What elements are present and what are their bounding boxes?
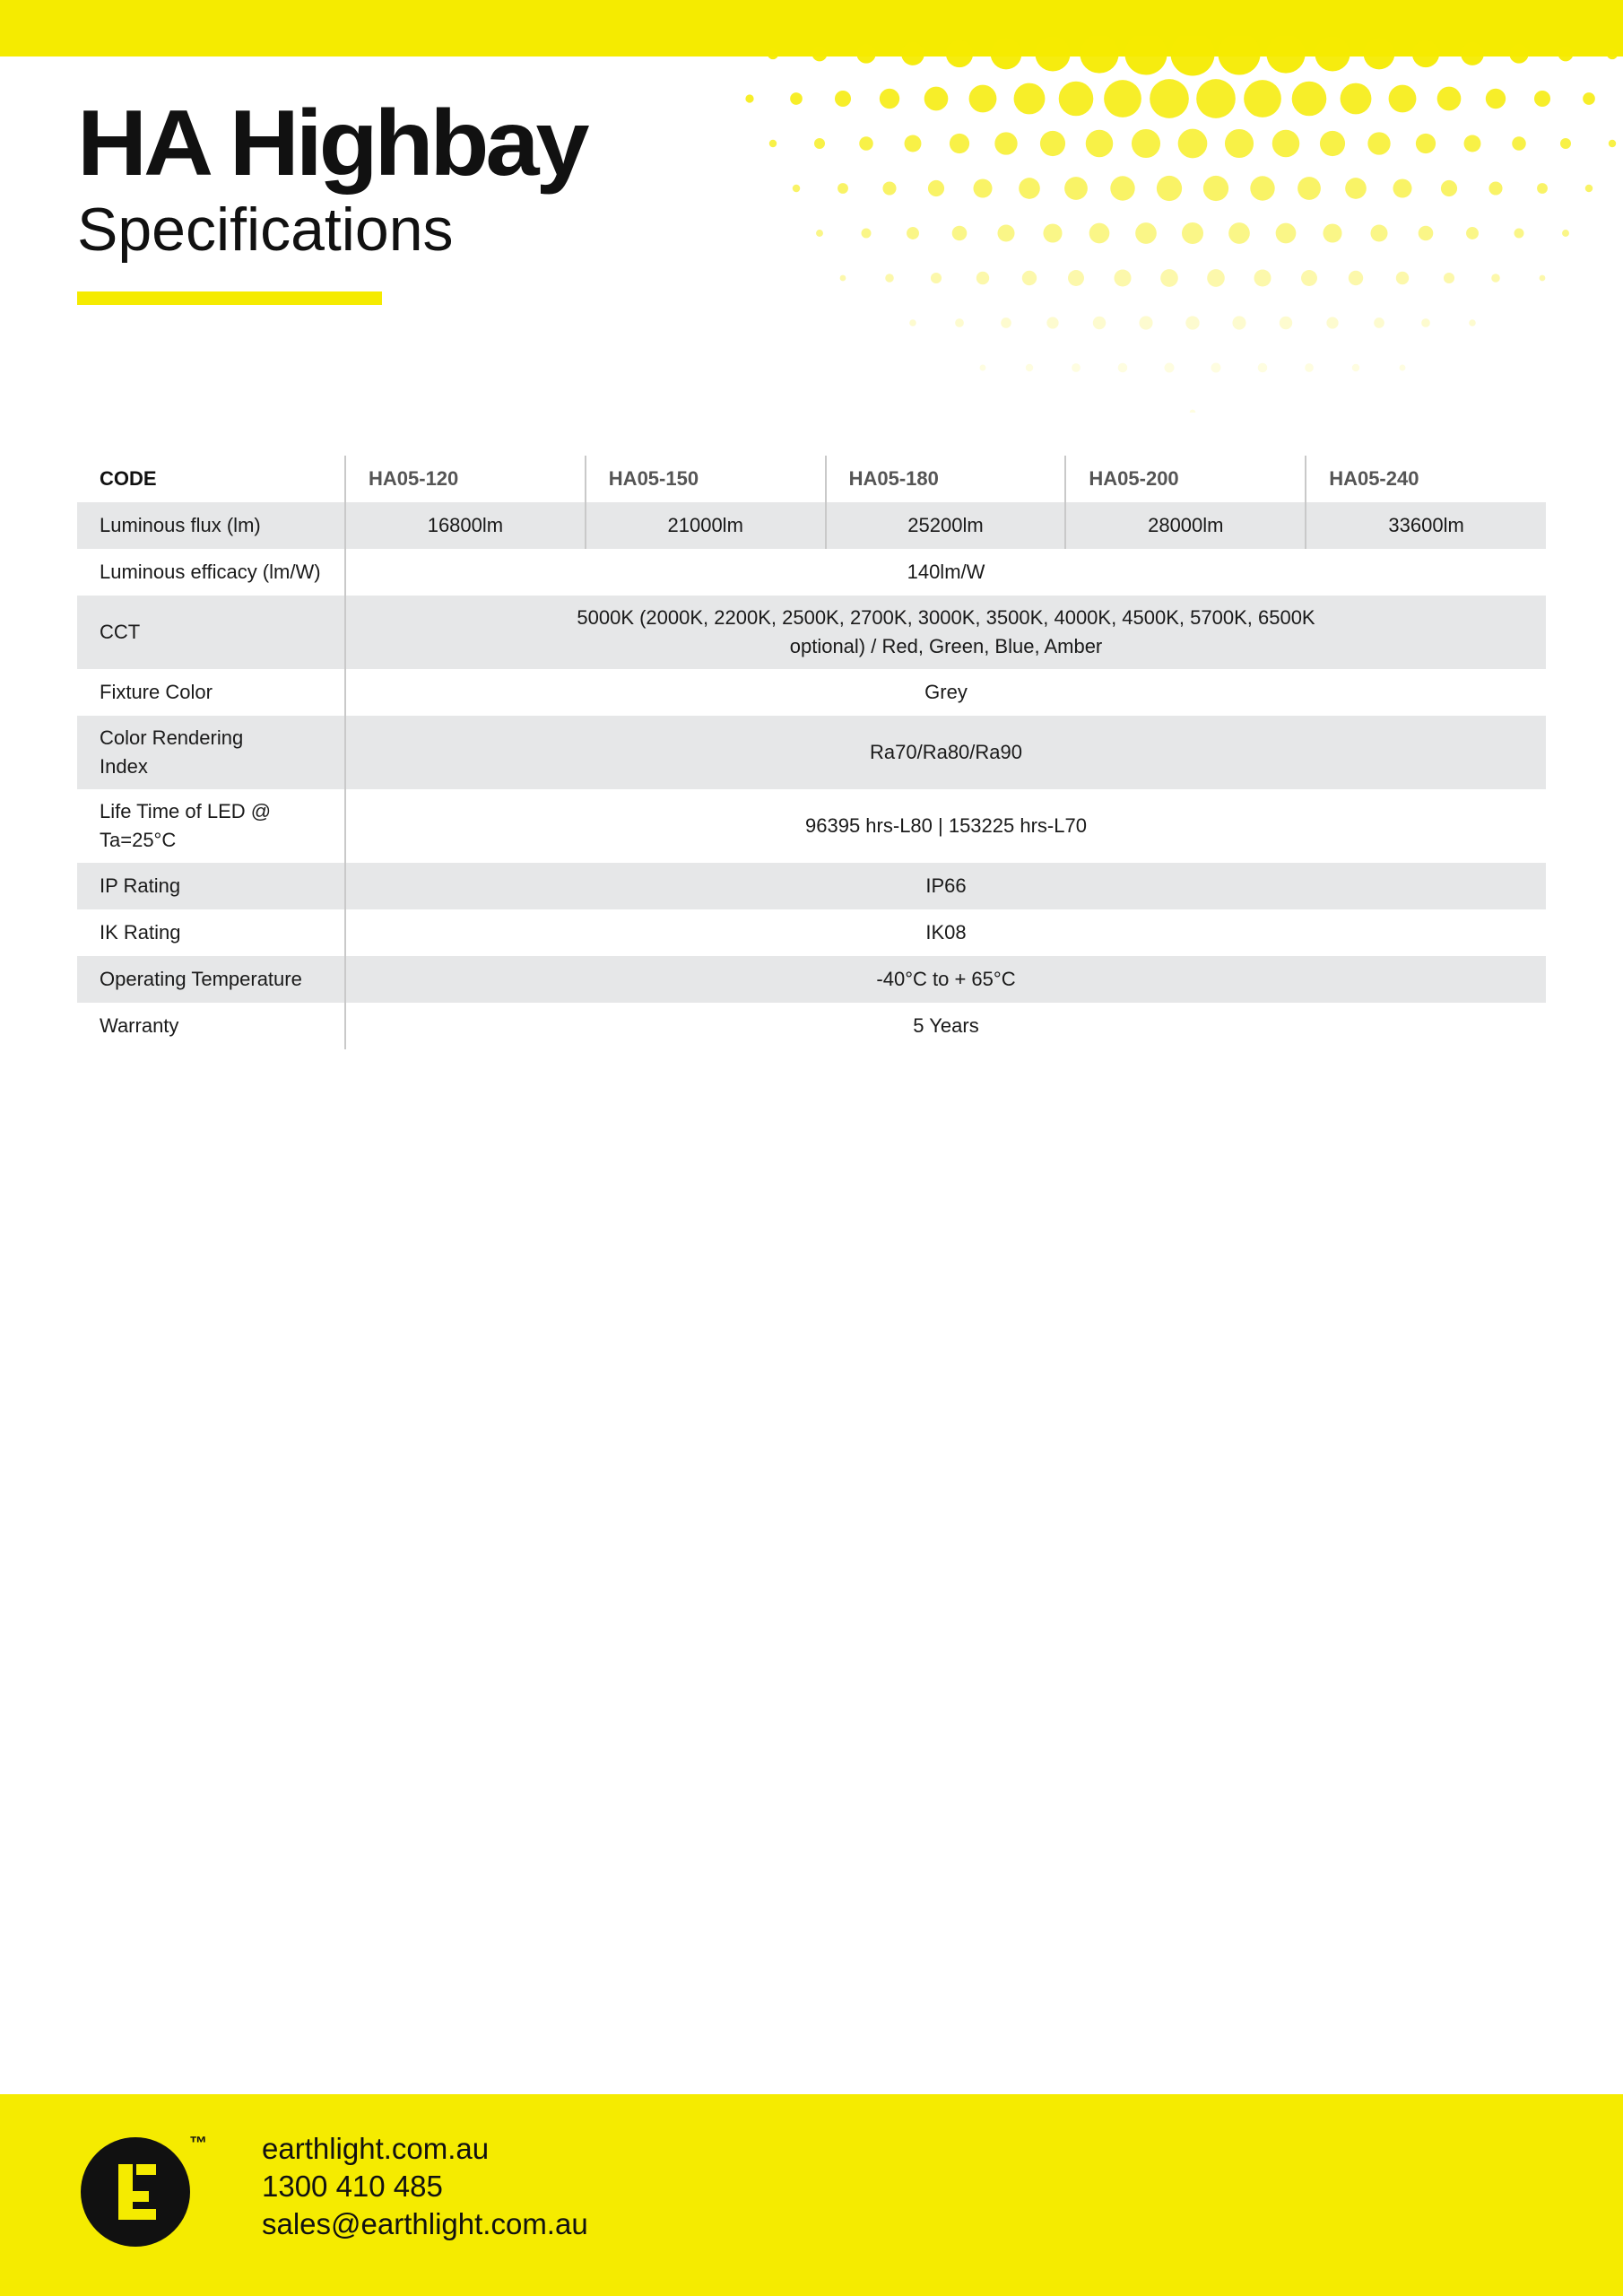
decorative-dot xyxy=(1104,80,1141,117)
decorative-dot xyxy=(976,272,989,284)
decorative-dot xyxy=(1416,134,1436,153)
decorative-dot xyxy=(861,228,871,238)
row-value: IP66 xyxy=(345,863,1546,909)
contact-details xyxy=(262,2130,588,2243)
decorative-dot xyxy=(1250,176,1274,200)
decorative-dot xyxy=(1609,140,1616,147)
row-label: Warranty xyxy=(77,1003,345,1049)
row-color-rendering-index xyxy=(77,716,1546,789)
row-label: Fixture Color xyxy=(77,669,345,716)
decorative-dot xyxy=(882,181,896,195)
decorative-dot xyxy=(924,87,949,111)
decorative-dot xyxy=(980,365,986,371)
flux-value-ha05-120: 16800lm xyxy=(345,502,586,549)
decorative-dot xyxy=(1441,180,1457,196)
decorative-dot xyxy=(1026,364,1034,372)
row-operating-temperature xyxy=(77,956,1546,1003)
decorative-dot xyxy=(1196,79,1236,118)
decorative-dot xyxy=(1509,44,1528,63)
decorative-dot xyxy=(1089,223,1110,244)
decorative-dot xyxy=(1315,36,1350,71)
row-label: Luminous efficacy (lm/W) xyxy=(77,549,345,596)
decorative-dot xyxy=(1512,136,1526,151)
decorative-dot xyxy=(1203,176,1228,201)
specifications-table xyxy=(77,456,1546,1049)
decorative-dot xyxy=(885,274,894,283)
decorative-dot xyxy=(1345,178,1367,199)
decorative-dot xyxy=(1190,410,1196,413)
decorative-dot xyxy=(745,94,753,102)
header-code: CODE xyxy=(77,456,345,502)
decorative-dot xyxy=(1124,36,1167,75)
decorative-dot xyxy=(1059,82,1094,117)
decorative-dot xyxy=(907,227,919,239)
decorative-dot xyxy=(1583,92,1595,105)
row-value: -40°C to + 65°C xyxy=(345,956,1546,1003)
decorative-dot xyxy=(928,180,944,196)
decorative-dot xyxy=(1165,363,1175,373)
decorative-dot xyxy=(1040,131,1065,156)
row-luminous-flux xyxy=(77,502,1546,549)
decorative-dot-pattern xyxy=(690,36,1623,413)
decorative-dot xyxy=(814,138,825,149)
decorative-dot xyxy=(1114,269,1131,286)
decorative-dot xyxy=(1486,89,1506,109)
decorative-dot xyxy=(790,92,803,105)
decorative-dot xyxy=(1389,85,1417,113)
row-value: 140lm/W xyxy=(907,561,985,583)
decorative-dot xyxy=(1258,363,1268,373)
flux-value-ha05-240: 33600lm xyxy=(1306,502,1546,549)
decorative-dot xyxy=(1367,132,1390,154)
decorative-dot xyxy=(840,275,846,282)
decorative-dot xyxy=(1080,36,1118,74)
decorative-dot xyxy=(1132,129,1160,158)
decorative-dot xyxy=(946,40,973,67)
decorative-dot xyxy=(1292,82,1327,117)
header-ha05-180: HA05-180 xyxy=(826,456,1066,502)
decorative-dot xyxy=(1022,271,1037,285)
decorative-dot xyxy=(969,85,997,113)
decorative-dot xyxy=(1135,222,1157,244)
row-ip-rating xyxy=(77,863,1546,909)
decorative-dot xyxy=(955,318,964,327)
decorative-dot xyxy=(1461,42,1484,65)
decorative-dot xyxy=(1514,228,1523,238)
decorative-dot xyxy=(905,135,922,152)
decorative-dot xyxy=(1276,223,1297,244)
decorative-dot xyxy=(1305,363,1314,372)
page-title: HA Highbay xyxy=(77,91,586,196)
decorative-dot xyxy=(1396,272,1409,284)
decorative-dot xyxy=(1464,135,1481,152)
row-fixture-color xyxy=(77,669,1546,716)
decorative-dot xyxy=(1110,176,1134,200)
decorative-dot xyxy=(1537,183,1548,194)
decorative-dot xyxy=(1419,226,1434,241)
decorative-dot xyxy=(859,136,873,151)
decorative-dot xyxy=(1170,36,1214,76)
decorative-dot xyxy=(909,319,916,326)
row-label: CCT xyxy=(77,596,345,669)
decorative-dot xyxy=(1225,129,1254,158)
decorative-dot xyxy=(1157,176,1182,201)
decorative-dot xyxy=(1035,36,1070,71)
decorative-dot xyxy=(880,89,899,109)
email-link[interactable]: sales@earthlight.com.au xyxy=(262,2207,588,2240)
row-value: 5 Years xyxy=(913,1014,979,1037)
decorative-dot xyxy=(1301,270,1317,286)
decorative-dot xyxy=(1349,271,1363,285)
decorative-dot xyxy=(1488,181,1502,195)
decorative-dot xyxy=(768,48,778,59)
decorative-dot xyxy=(1001,317,1011,328)
decorative-dot xyxy=(973,178,992,197)
decorative-dot xyxy=(1072,363,1081,372)
header-ha05-150: HA05-150 xyxy=(586,456,826,502)
title-underline xyxy=(77,291,382,305)
decorative-dot xyxy=(1064,177,1088,200)
decorative-dot xyxy=(856,44,875,63)
decorative-dot xyxy=(1352,364,1360,372)
decorative-dot xyxy=(812,47,828,62)
decorative-dot xyxy=(1185,316,1199,329)
decorative-dot xyxy=(1118,363,1128,373)
row-value: 5000K (2000K, 2200K, 2500K, 2700K, 3000K, 3500K, 4000K, 4500K, 5700K, 6500K optional) / Red, Green, Blue, Amber xyxy=(345,596,1546,669)
decorative-dot xyxy=(1093,317,1106,329)
row-label: Operating Temperature xyxy=(77,956,345,1003)
decorative-dot xyxy=(1211,363,1221,373)
decorative-dot xyxy=(816,230,823,237)
decorative-dot xyxy=(769,140,777,147)
flux-value-ha05-180: 25200lm xyxy=(826,502,1066,549)
title-block xyxy=(77,91,586,265)
row-luminous-efficacy xyxy=(77,549,1546,596)
flux-value-ha05-150: 21000lm xyxy=(586,502,826,549)
decorative-dot xyxy=(835,91,851,107)
decorative-dot xyxy=(1139,316,1152,329)
decorative-dot xyxy=(1046,317,1058,328)
decorative-dot xyxy=(1437,87,1462,111)
decorative-dot xyxy=(1266,36,1305,74)
decorative-dot xyxy=(1182,222,1203,244)
decorative-dot xyxy=(1469,319,1476,326)
decorative-dot xyxy=(1228,222,1250,244)
decorative-dot xyxy=(1150,79,1189,118)
decorative-dot xyxy=(1393,178,1411,197)
website-link[interactable]: earthlight.com.au xyxy=(262,2132,490,2165)
decorative-dot xyxy=(1412,40,1439,67)
decorative-dot xyxy=(1068,270,1084,286)
decorative-dot xyxy=(952,226,968,241)
decorative-dot xyxy=(1560,138,1571,149)
decorative-dot xyxy=(1218,36,1260,75)
earthlight-logo-icon xyxy=(81,2137,190,2247)
decorative-dot xyxy=(1341,83,1372,115)
decorative-dot xyxy=(793,185,800,192)
row-value: Grey xyxy=(924,681,968,703)
row-value: Ra70/Ra80/Ra90 xyxy=(345,716,1546,789)
row-label: Life Time of LED @ Ta=25°C xyxy=(77,789,345,863)
header-ha05-200: HA05-200 xyxy=(1065,456,1306,502)
decorative-dot xyxy=(1019,178,1040,199)
decorative-dot xyxy=(997,224,1014,241)
decorative-dot xyxy=(1364,39,1395,70)
decorative-dot xyxy=(1320,131,1345,156)
decorative-dot xyxy=(1562,230,1569,237)
page-subtitle: Specifications xyxy=(77,196,454,264)
decorative-dot xyxy=(994,132,1017,154)
decorative-dot xyxy=(1232,316,1245,329)
decorative-dot xyxy=(1540,275,1546,282)
decorative-dot xyxy=(1374,317,1384,328)
row-label: IP Rating xyxy=(77,863,345,909)
decorative-dot xyxy=(1466,227,1479,239)
header-ha05-240: HA05-240 xyxy=(1306,456,1546,502)
row-value: 96395 hrs-L80 | 153225 hrs-L70 xyxy=(805,814,1087,837)
decorative-dot xyxy=(991,39,1022,70)
decorative-dot xyxy=(838,183,848,194)
row-label: Color Rendering Index xyxy=(77,716,345,789)
table-header-row xyxy=(77,456,1546,502)
row-cct xyxy=(77,596,1546,669)
row-label: Luminous flux (lm) xyxy=(77,502,345,549)
phone-number[interactable]: 1300 410 485 xyxy=(262,2170,443,2203)
dot-pattern-graphic xyxy=(690,36,1623,413)
row-value: IK08 xyxy=(925,921,967,944)
decorative-dot xyxy=(1400,365,1406,371)
decorative-dot xyxy=(1160,269,1178,287)
decorative-dot xyxy=(1178,129,1208,159)
flux-value-ha05-200: 28000lm xyxy=(1065,502,1306,549)
footer xyxy=(0,2094,1623,2296)
header-ha05-120: HA05-120 xyxy=(345,456,586,502)
decorative-dot xyxy=(1280,317,1292,329)
decorative-dot xyxy=(1323,223,1341,242)
row-label: IK Rating xyxy=(77,909,345,956)
decorative-dot xyxy=(1043,223,1062,242)
trademark-symbol: ™ xyxy=(189,2134,207,2153)
decorative-dot xyxy=(1086,130,1113,157)
decorative-dot xyxy=(1534,91,1550,107)
decorative-dot xyxy=(1244,80,1281,117)
decorative-dot xyxy=(901,42,924,65)
decorative-dot xyxy=(1444,273,1454,283)
row-warranty xyxy=(77,1003,1546,1049)
decorative-dot xyxy=(1272,130,1299,157)
decorative-dot xyxy=(1326,317,1338,328)
row-ik-rating xyxy=(77,909,1546,956)
decorative-dot xyxy=(1491,274,1500,283)
decorative-dot xyxy=(1254,269,1271,286)
decorative-dot xyxy=(1607,48,1618,59)
decorative-dot xyxy=(1370,224,1387,241)
decorative-dot xyxy=(1585,185,1593,192)
decorative-dot xyxy=(1558,47,1574,62)
row-life-time-of-led xyxy=(77,789,1546,863)
decorative-dot xyxy=(1298,177,1321,200)
decorative-dot xyxy=(1421,318,1430,327)
decorative-dot xyxy=(931,273,942,283)
decorative-dot xyxy=(950,134,969,153)
decorative-dot xyxy=(1014,83,1046,115)
decorative-dot xyxy=(1207,269,1225,287)
